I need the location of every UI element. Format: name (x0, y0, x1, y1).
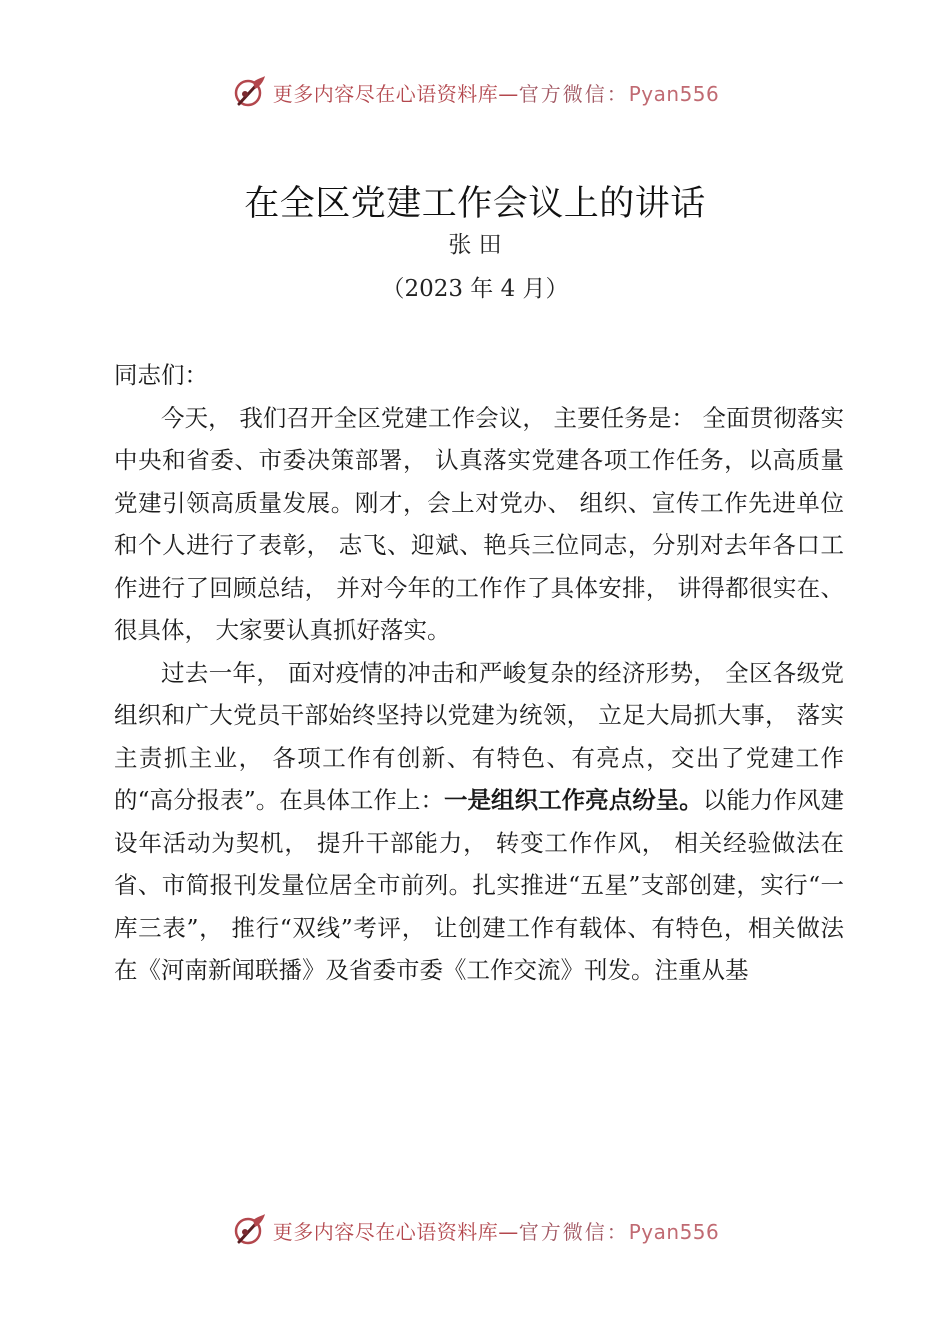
footer-banner-text (273, 1216, 720, 1245)
paragraph-2 (114, 652, 844, 992)
paragraph-1: 今天， 我们召开全区党建工作会议， 主要任务是： 全面贯彻落实中央和省委、市委决策部署， 认真落实党建各项工作任务，以高质量党建引领高质量发展。刚才，会上对党办、 组织、宣传工作先进单位和个人进行了表彰， 志飞、迎斌、艳兵三位同志，分别对去年各口工作进行了回顾总结， 并对今年的工作作了具体安排， 讲得都很实在、很具体， 大家要认真抓好落实。 (114, 403, 844, 644)
paragraph-2-bold-heading: 一是组织工作亮点纷呈。 (444, 786, 703, 814)
document-title: 在全区党建工作会议上的讲话 (244, 184, 706, 224)
quill-pen-logo-icon (231, 74, 267, 110)
header-banner-dash: — (498, 81, 519, 106)
header-banner-wechat-label: 官方微信： (518, 81, 629, 106)
document-body (114, 354, 844, 992)
document-author: 张 田 (448, 232, 502, 258)
salutation: 同志们： (114, 361, 208, 389)
footer-banner-dash: — (498, 1219, 519, 1244)
header-banner-wechat-id: Pyan556 (628, 81, 720, 106)
footer-banner-slogan: 更多内容尽在心语资料库 (272, 1219, 499, 1244)
header-banner-slogan: 更多内容尽在心语资料库 (272, 81, 499, 106)
paragraph-2-rest: 以能力作风建设年活动为契机， 提升干部能力， 转变工作作风， 相关经验做法在省、市简报刊发量位居全市前列。扎实推进“五星”支部创建，实行“一库三表”， 推行“双线”考评， 让创建工作有载体、有特色，相关做法在《河南新闻联播》及省委市委《工作交流》刊发。注重从基 (114, 786, 844, 984)
footer-banner-wechat-label: 官方微信： (518, 1219, 629, 1244)
footer-banner (0, 1210, 950, 1250)
header-banner (0, 72, 950, 112)
document-date: （2023 年 4 月） (381, 276, 569, 302)
quill-pen-logo-icon (231, 1212, 267, 1248)
footer-banner-wechat-id: Pyan556 (628, 1219, 720, 1244)
header-banner-text (273, 78, 720, 107)
paragraph-2-intro: 过去一年， 面对疫情的冲击和严峻复杂的经济形势， 全区各级党组织和广大党员干部始终坚持以党建为统领， 立足大局抓大事， 落实主责抓主业， 各项工作有创新、有特色、有亮点，交出了党建工作的“高分报表”。在具体工作上： (114, 658, 844, 814)
